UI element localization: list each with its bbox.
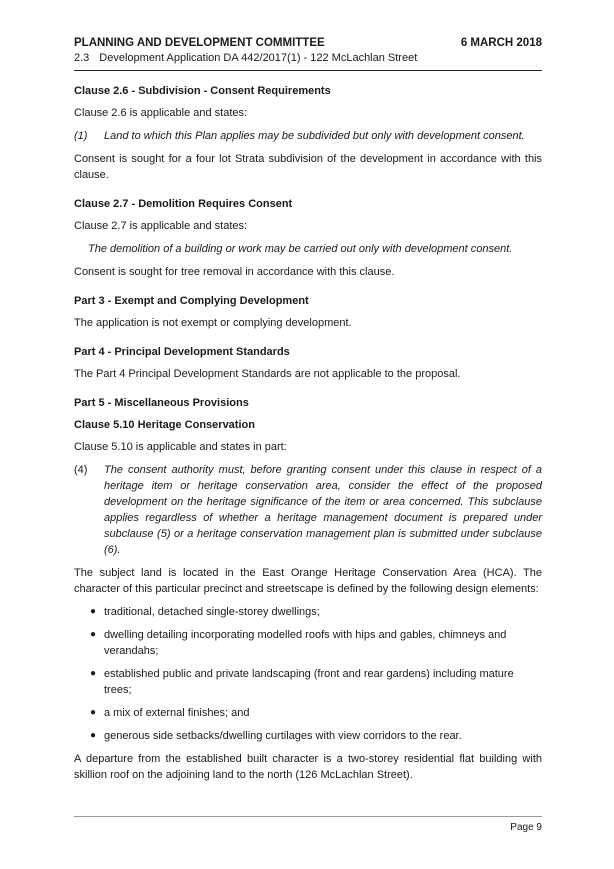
page-header [74, 36, 542, 71]
clause-2-6-heading: Clause 2.6 - Subdivision - Consent Requirements [74, 85, 331, 97]
clause-2-7-text: Consent is sought for tree removal in accordance with this clause. [74, 266, 395, 278]
clause-2-7-heading: Clause 2.7 - Demolition Requires Consent [74, 198, 293, 210]
part-4-heading: Part 4 - Principal Development Standards [74, 346, 290, 358]
clause-5-10-intro: Clause 5.10 is applicable and states in part: [74, 441, 287, 453]
list-item: ● a mix of external finishes; and [74, 705, 542, 721]
document-page [74, 36, 542, 790]
page-footer [74, 816, 542, 833]
clause-2-6-number: (1) [74, 130, 88, 142]
meeting-date: 6 MARCH 2018 [460, 37, 542, 49]
list-item: ● dwelling detailing incorporating modelled roofs with hips and gables, chimneys and verandahs; [74, 627, 542, 659]
item-number: 2.3 [74, 52, 90, 64]
committee-title: PLANNING AND DEVELOPMENT COMMITTEE [74, 37, 325, 49]
part-3-text: The application is not exempt or complying development. [74, 317, 352, 329]
clause-2-7-quote: The demolition of a building or work may be carried out only with development consent. [88, 243, 513, 255]
clause-2-7-intro: Clause 2.7 is applicable and states: [74, 220, 248, 232]
item-title: Development Application DA 442/2017(1) - 122 McLachlan Street [99, 52, 418, 64]
header-divider [74, 70, 542, 71]
page-number: Page 9 [510, 822, 542, 833]
clause-2-6-text: Consent is sought for a four lot Strata subdivision of the development in accordance with this clause. [74, 153, 542, 181]
clause-5-10-quote-text: The consent authority must, before granting consent under this clause in respect of a heritage item or heritage conservation area, consider the effect of the proposed development on the heritage significance of the item or area concerned. This subclause applies regardless of whether a heritage management document is prepared under subclause (5) or a heritage conservation management plan is submitted under subclause (6). [104, 464, 542, 556]
bullet-icon: ● [90, 606, 97, 617]
part-3-heading: Part 3 - Exempt and Complying Development [74, 295, 309, 307]
part-4-text: The Part 4 Principal Development Standards are not applicable to the proposal. [74, 368, 461, 380]
clause-5-10-heading: Clause 5.10 Heritage Conservation [74, 419, 255, 431]
clause-5-10-number: (4) [74, 464, 88, 476]
bullet-icon: ● [90, 707, 97, 718]
design-elements-list [74, 604, 542, 744]
clause-5-10-quote [74, 462, 542, 558]
bullet-icon: ● [90, 668, 97, 679]
footer-divider [74, 816, 542, 817]
departure-text: A departure from the established built character is a two-storey residential flat building with skillion roof on the adjoining land to the north (126 McLachlan Street). [74, 753, 542, 781]
list-item: ● generous side setbacks/dwelling curtilages with view corridors to the rear. [74, 728, 542, 744]
clause-2-6-quote [74, 128, 542, 144]
list-item: ● traditional, detached single-storey dwellings; [74, 604, 542, 620]
bullet-icon: ● [90, 629, 97, 640]
hca-text: The subject land is located in the East Orange Heritage Conservation Area (HCA). The character of this particular precinct and streetscape is defined by the following design elements: [74, 567, 542, 595]
list-item: ● established public and private landscaping (front and rear gardens) including mature trees; [74, 666, 542, 698]
clause-2-6-intro: Clause 2.6 is applicable and states: [74, 107, 248, 119]
clause-2-6-quote-text: Land to which this Plan applies may be subdivided but only with development consent. [104, 130, 525, 142]
bullet-icon: ● [90, 730, 97, 741]
document-body [74, 83, 542, 783]
part-5-heading: Part 5 - Miscellaneous Provisions [74, 397, 249, 409]
